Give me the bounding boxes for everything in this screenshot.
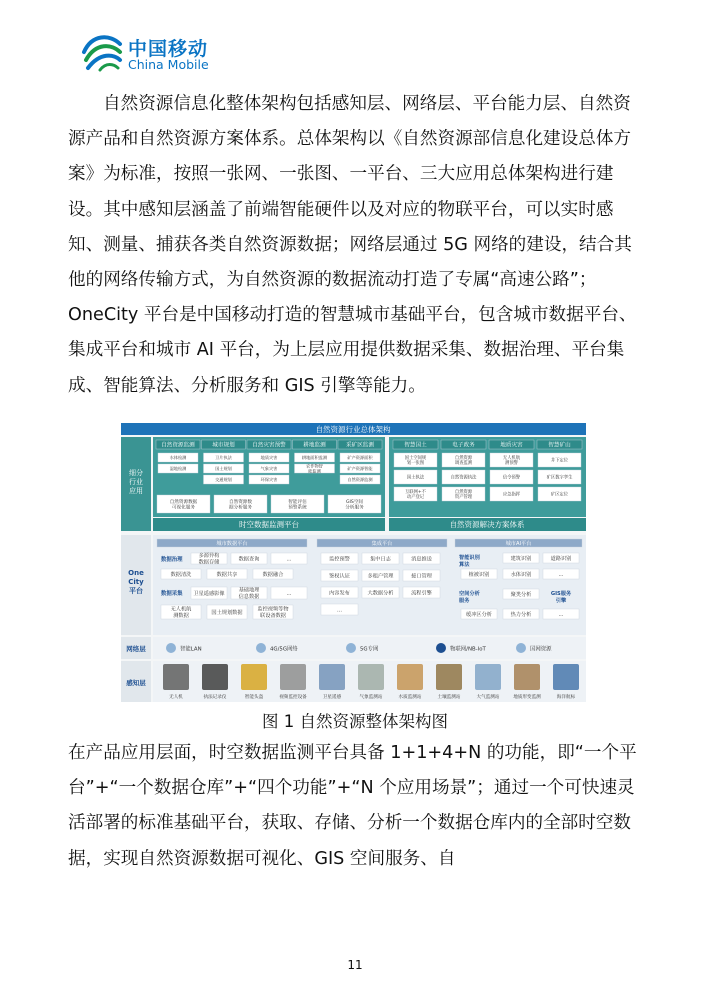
network-icon-1 <box>256 643 266 653</box>
body-paragraph-1: 自然资源信息化整体架构包括感知层、网络层、平台能力层、自然资源产品和自然资源方案体系。总体架构以《自然资源部信息化建设总体方案》为标准，按照一张网、一张图、一平台、三大应用总体架构进行建设。其中感知层涵盖了前端智能硬件以及对应的物联平台，可以实时感知、测量、捕获各类自然资源数据；网络层通过 5G 网络的建设，结合其他的网络传输方式，为自然资源的数据流动打造了专属“高速公路”；OneCity 平台是中国移动打造的智慧城市基础平台，包含城市数据平台、集成平台和城市 AI 平台，为上层应用提供数据采集、数据治理、平台集成、智能算法、分析服务和 GIS 引擎等能力。 <box>68 94 637 396</box>
industry-item-2-2: 环保灾害 <box>260 476 278 482</box>
monitor-service-3: 分析服务 <box>345 505 364 511</box>
network-item-1: 4G/5G网络 <box>270 646 298 653</box>
monitor-service-2: 智能评估 <box>288 499 307 505</box>
figure-title: 自然资源行业总体架构 <box>315 425 391 434</box>
device-icon-9 <box>514 664 540 690</box>
device-label-7: 土壤监测站 <box>437 695 461 700</box>
industry-item-2-0: 地质灾害 <box>260 454 278 460</box>
city-data-collect-1: 基础地理 <box>238 587 260 594</box>
row-label-network: 网络层 <box>126 645 146 653</box>
row-label-onecity: One City 平台 <box>128 569 144 595</box>
figure-caption: 图 1 自然资源整体架构图 <box>262 712 448 731</box>
solution-item-2-2: 应急指挥 <box>502 492 521 498</box>
city-ai-space-1: 缓冲区分析 <box>466 611 492 618</box>
city-data-collect-1: 信息数据 <box>238 593 260 600</box>
row-label-industry: 细分行业应用 <box>129 469 143 495</box>
solution-item-2-1: 信令预警 <box>502 475 521 481</box>
city-data-collect2-0: 测数据 <box>173 612 189 619</box>
device-icon-0 <box>163 664 189 690</box>
device-label-8: 大气监测站 <box>476 695 500 700</box>
city-ai-recog-label: 智能识别 <box>459 555 480 561</box>
industry-item-0-0: 水体检测 <box>169 454 187 460</box>
logo-english-text: China Mobile <box>128 57 209 72</box>
solution-item-0-0: 划一张图 <box>406 461 425 467</box>
city-data-gov-1: 数据查询 <box>238 556 260 563</box>
solution-group-title-1: 电子政务 <box>452 442 475 449</box>
china-mobile-logo <box>80 30 230 74</box>
city-ai-recog-4: ... <box>558 571 564 578</box>
device-label-2: 智能头盔 <box>244 695 264 700</box>
city-data-title: 城市数据平台 <box>216 540 248 547</box>
solution-item-2-0: 测预警 <box>505 461 518 467</box>
page-number: 11 <box>347 958 363 972</box>
monitor-service-1: 自然资源数 <box>229 499 252 505</box>
city-ai-recog-label-2: 算法 <box>459 562 470 568</box>
monitor-service-1: 据分析服务 <box>229 505 252 511</box>
city-ai-more: ... <box>558 611 564 618</box>
city-data-collect2-2: 监控视频等物 <box>257 606 289 613</box>
network-icon-4 <box>516 643 526 653</box>
city-data-collect2-1: 国土规划数据 <box>211 609 243 616</box>
network-icon-0 <box>166 643 176 653</box>
industry-item-3-0: 耕地面积监测 <box>301 454 328 460</box>
device-icon-7 <box>436 664 462 690</box>
solution-system-label: 自然资源解决方案体系 <box>449 520 525 529</box>
device-label-0: 无人机 <box>169 695 183 700</box>
device-icon-8 <box>475 664 501 690</box>
integration-item-5: 接口管理 <box>411 573 432 580</box>
solution-group-title-3: 智慧矿山 <box>548 442 571 449</box>
city-ai-space-label-2: 服务 <box>459 598 470 604</box>
solution-item-0-2: 互联网+不 <box>405 489 426 495</box>
city-ai-title: 城市AI平台 <box>505 540 532 547</box>
architecture-diagram <box>121 423 586 702</box>
city-data-gov-0: 多源异构 <box>198 553 220 560</box>
city-ai-recog-0: 建筑识别 <box>510 555 532 562</box>
city-ai-recog-2: 植被识别 <box>468 571 490 578</box>
city-ai-gis-label: GIS服务 <box>550 591 572 597</box>
city-ai-space-0: 聚类分析 <box>510 591 532 598</box>
industry-group-title-1: 城市规划 <box>212 442 235 449</box>
network-item-4: 国网资源 <box>530 646 552 653</box>
logo-chinese-text: 中国移动 <box>128 38 209 60</box>
integration-item-4: 多租户管理 <box>367 573 394 580</box>
industry-group-title-0: 自然资源监测 <box>161 442 195 449</box>
solution-item-3-0: 井下定位 <box>550 458 569 464</box>
china-mobile-logo-icon <box>80 30 124 74</box>
industry-item-4-0: 矿产资源面积 <box>347 454 373 460</box>
city-ai-recog-1: 道路识别 <box>550 555 572 562</box>
network-item-0: 智能LAN <box>180 646 202 653</box>
monitor-service-0: 自然资源数据 <box>169 499 198 505</box>
industry-item-1-1: 国土规划 <box>215 465 232 471</box>
network-icon-3 <box>436 643 446 653</box>
solution-item-3-1: 矿区数字孪生 <box>546 475 573 481</box>
device-label-4: 卫星遥感 <box>322 695 342 700</box>
device-label-3: 视频监控设备 <box>279 695 307 700</box>
monitor-platform-label: 时空数据监测平台 <box>239 520 299 529</box>
industry-item-1-0: 卫片执法 <box>215 454 232 460</box>
solution-item-1-2: 自然资源 <box>454 489 473 495</box>
integration-item-0: 监控预警 <box>329 556 350 563</box>
integration-item-3: 鉴权认证 <box>329 573 350 580</box>
device-icon-4 <box>319 664 345 690</box>
integration-title: 集成平台 <box>371 540 393 547</box>
city-data-collect-2: ... <box>286 590 292 597</box>
solution-item-2-0: 无人机航 <box>502 455 521 461</box>
architecture-figure <box>121 423 586 702</box>
industry-item-3-1: 能监测 <box>308 468 321 474</box>
solution-group-title-2: 地质灾害 <box>500 442 523 449</box>
integration-item-9: ... <box>337 607 342 614</box>
monitor-service-3: GIS空间 <box>345 499 364 505</box>
solution-group-title-0: 智慧国土 <box>404 442 427 449</box>
solution-item-0-1: 国土执法 <box>406 475 425 481</box>
row-label-sense: 感知层 <box>126 679 146 687</box>
device-icon-10 <box>553 664 579 690</box>
city-data-gov-0: 数据存储 <box>198 559 220 566</box>
device-icon-3 <box>280 664 306 690</box>
device-label-1: 执法记录仪 <box>203 695 227 700</box>
solution-item-3-2: 矿区定位 <box>550 492 569 498</box>
monitor-service-2: 预警系统 <box>288 505 307 511</box>
industry-group-title-2: 自然灾害预警 <box>252 442 286 449</box>
industry-item-2-1: 气象灾害 <box>260 465 278 471</box>
solution-item-0-2: 动产登记 <box>406 495 425 501</box>
network-item-2: 5G专网 <box>360 646 379 653</box>
industry-group-title-3: 耕地监测 <box>303 442 326 449</box>
device-icon-1 <box>202 664 228 690</box>
city-data-collect-0: 卫星遥感影像 <box>193 590 225 597</box>
monitor-service-0: 可视化服务 <box>172 505 195 511</box>
city-ai-space-2: 热力分析 <box>510 611 532 618</box>
device-label-5: 气象监测站 <box>359 695 383 700</box>
solution-item-1-0: 自然资源 <box>454 455 473 461</box>
industry-item-4-2: 自然资源监测 <box>347 476 373 482</box>
city-ai-recog-3: 水体识别 <box>510 571 532 578</box>
city-data-collect-label: 数据采集 <box>161 591 183 597</box>
city-data-gov2-2: 数据融合 <box>262 571 284 578</box>
device-label-6: 水质监测站 <box>398 695 422 700</box>
industry-item-3-1: 农作物智 <box>306 463 323 469</box>
city-data-gov2-1: 数据共享 <box>216 571 238 578</box>
device-icon-2 <box>241 664 267 690</box>
network-icon-2 <box>346 643 356 653</box>
device-icon-5 <box>358 664 384 690</box>
device-label-10: 海洋航标 <box>556 695 576 700</box>
solution-item-1-2: 资产管理 <box>454 495 473 501</box>
device-icon-6 <box>397 664 423 690</box>
city-ai-gis-label-2: 引擎 <box>555 598 567 604</box>
integration-item-2: 消息推送 <box>411 556 432 563</box>
industry-item-0-1: 湿地检测 <box>169 465 187 471</box>
city-data-gov2-0: 数据清洗 <box>170 571 192 578</box>
solution-item-0-0: 国土空间规 <box>404 455 427 461</box>
industry-item-1-2: 交通规划 <box>215 476 232 482</box>
industry-item-4-1: 矿产资源智能 <box>347 465 373 471</box>
industry-group-title-4: 采矿区监测 <box>346 442 374 449</box>
solution-item-1-1: 自然资源执法 <box>450 475 477 481</box>
body-paragraph-2: 在产品应用层面，时空数据监测平台具备 1+1+4+N 的功能，即“一个平台”+“一个数据仓库”+“四个功能”+“N 个应用场景”；通过一个可快速灵活部署的标准基础平台，获取、存储、分析一个数据仓库内的全部时空数据，实现自然资源数据可视化、GIS 空间服务、自 <box>68 743 637 869</box>
integration-item-7: 大数据分析 <box>367 590 394 597</box>
city-data-gov-2: ... <box>286 556 292 563</box>
integration-item-6: 内容发布 <box>329 590 350 597</box>
integration-item-1: 集中日志 <box>370 556 391 563</box>
city-data-collect2-2: 联设备数据 <box>260 612 286 619</box>
integration-item-8: 流程引擎 <box>411 590 432 597</box>
solution-item-1-0: 调查监测 <box>454 461 473 467</box>
city-ai-space-label: 空间分析 <box>459 591 480 597</box>
network-item-3: 物联网/NB-IoT <box>450 646 486 653</box>
city-data-gov-label: 数据治理 <box>161 557 183 563</box>
device-label-9: 地质形变监测 <box>513 695 541 700</box>
city-data-collect2-0: 无人机航 <box>170 606 192 613</box>
